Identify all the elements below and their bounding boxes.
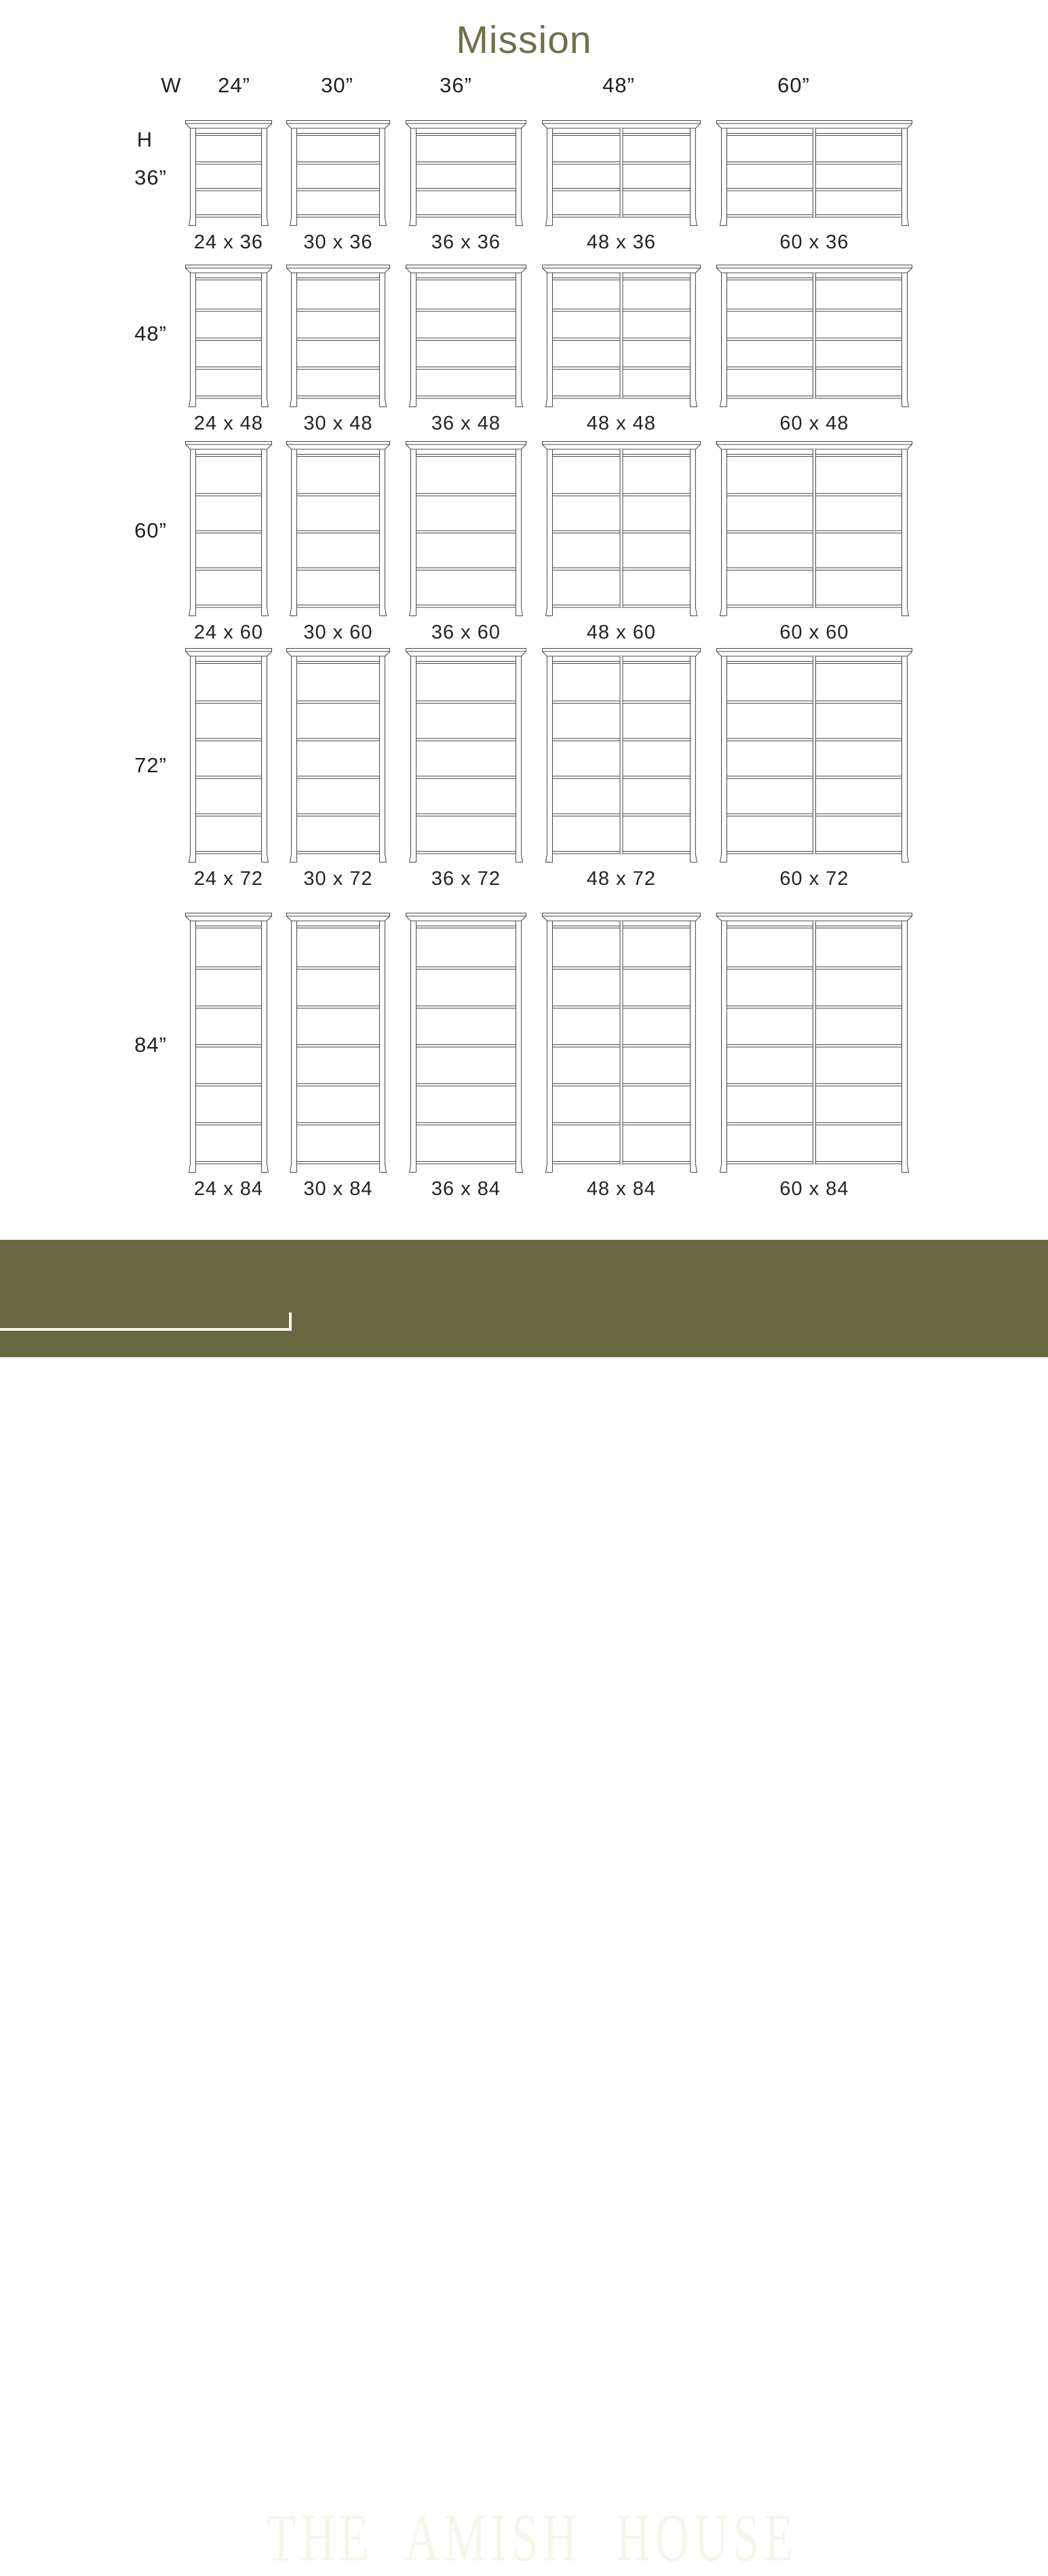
bookcase-48x48 (542, 265, 701, 407)
size-label-60x72: 60 x 72 (779, 868, 849, 890)
bookcase-36x48 (406, 265, 526, 407)
bookcase-60x60 (716, 441, 912, 616)
size-label-48x48: 48 x 48 (586, 413, 657, 434)
bookcase-36x84 (406, 913, 526, 1173)
size-label-30x84: 30 x 84 (303, 1178, 373, 1200)
size-label-36x60: 36 x 60 (431, 622, 501, 643)
size-label-60x60: 60 x 60 (779, 622, 849, 643)
bookcase-48x60 (542, 441, 701, 616)
bookcase-30x84 (286, 913, 390, 1173)
bookcase-24x36 (185, 120, 272, 226)
column-header-36: 36” (440, 73, 472, 97)
size-label-24x84: 24 x 84 (193, 1178, 264, 1200)
column-header-60: 60” (777, 73, 810, 97)
column-header-48: 48” (602, 73, 635, 97)
bookcase-60x36 (716, 120, 912, 226)
bookcase-60x72 (716, 648, 912, 863)
size-label-48x84: 48 x 84 (586, 1178, 657, 1200)
size-label-48x36: 48 x 36 (586, 231, 657, 253)
bookcase-36x60 (406, 441, 526, 616)
bookcase-30x72 (286, 648, 390, 863)
brand-name: THE AMISH HOUSE (267, 2501, 798, 2576)
size-label-30x36: 30 x 36 (303, 231, 373, 253)
size-label-60x84: 60 x 84 (779, 1178, 849, 1200)
bookcase-60x84 (716, 913, 912, 1173)
row-header-72: 72” (134, 753, 167, 777)
size-label-48x60: 48 x 60 (586, 622, 657, 643)
bookcase-48x84 (542, 913, 701, 1173)
bookcase-36x36 (406, 120, 526, 226)
bookcase-24x84 (185, 913, 272, 1173)
bookcase-36x72 (406, 648, 526, 863)
size-label-60x48: 60 x 48 (779, 413, 849, 434)
size-label-36x72: 36 x 72 (431, 868, 501, 890)
size-label-36x36: 36 x 36 (431, 231, 501, 253)
bookcase-60x48 (716, 265, 912, 407)
size-label-36x48: 36 x 48 (431, 413, 501, 434)
height-axis-label: H (136, 128, 153, 151)
size-label-24x60: 24 x 60 (193, 622, 264, 643)
footer-banner (0, 1240, 1048, 2576)
size-label-60x36: 60 x 36 (779, 231, 849, 253)
bookcase-30x60 (286, 441, 390, 616)
size-label-30x72: 30 x 72 (303, 868, 373, 890)
size-label-30x48: 30 x 48 (303, 413, 373, 434)
size-label-24x48: 24 x 48 (193, 413, 264, 434)
row-header-84: 84” (134, 1033, 167, 1057)
size-label-24x36: 24 x 36 (193, 231, 264, 253)
brand-underline-icon (0, 1308, 294, 1336)
bookcase-24x60 (185, 441, 272, 616)
bookcase-24x72 (185, 648, 272, 863)
bookcase-48x36 (542, 120, 701, 226)
row-header-60: 60” (134, 518, 167, 542)
page-title: Mission (456, 18, 592, 62)
bookcase-48x72 (542, 648, 701, 863)
row-header-48: 48” (134, 322, 167, 345)
column-header-24: 24” (218, 73, 250, 97)
size-label-36x84: 36 x 84 (431, 1178, 501, 1200)
size-label-24x72: 24 x 72 (193, 868, 264, 890)
width-axis-label: W (161, 73, 181, 97)
column-header-30: 30” (321, 73, 353, 97)
bookcase-30x48 (286, 265, 390, 407)
bookcase-30x36 (286, 120, 390, 226)
size-label-48x72: 48 x 72 (586, 868, 657, 890)
size-label-30x60: 30 x 60 (303, 622, 373, 643)
bookcase-24x48 (185, 265, 272, 407)
row-header-36: 36” (134, 166, 167, 189)
